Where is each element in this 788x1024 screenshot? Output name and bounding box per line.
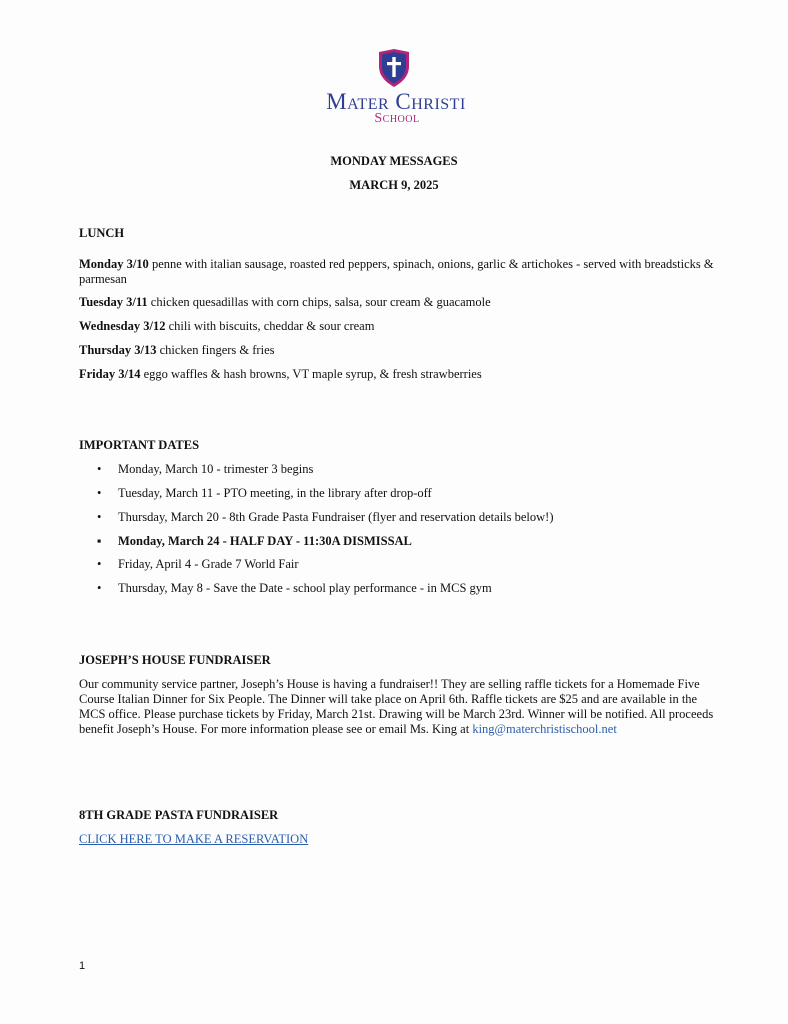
date-list-item [97, 510, 554, 525]
lunch-text: chicken fingers & fries [156, 343, 275, 357]
josephs-text: Our community service partner, Joseph’s House is having a fundraiser!! They are selling raffle tickets for a Homemade Five Course Italian Dinner for Six People. The Dinner will take place on April 6th. Raffle tickets are $25 and are available in the MCS office. Please purchase tickets by Friday, March 21st. Drawing will be March 23rd. Winner will be notified. All proceeds benefit Joseph’s House. For more information please see or email Ms. King at [79, 677, 714, 736]
josephs-body [79, 677, 719, 737]
lunch-item [79, 319, 719, 334]
bullet-icon: • [97, 581, 102, 595]
date-text: Friday, April 4 - Grade 7 World Fair [118, 557, 299, 571]
pasta-heading: 8TH GRADE PASTA FUNDRAISER [79, 808, 279, 822]
lunch-item [79, 257, 719, 287]
email-link[interactable]: king@materchristischool.net [472, 722, 617, 736]
josephs-heading: JOSEPH’S HOUSE FUNDRAISER [79, 653, 271, 667]
date-text: Thursday, March 20 - 8th Grade Pasta Fundraiser (flyer and reservation details below!) [118, 510, 554, 524]
lunch-text: chili with biscuits, cheddar & sour cream [165, 319, 375, 333]
logo-wordmark: Mater Christi [326, 89, 466, 114]
lunch-text: eggo waffles & hash browns, VT maple syrup, & fresh strawberries [140, 367, 482, 381]
page-date: MARCH 9, 2025 [349, 178, 439, 192]
date-text: Monday, March 24 - HALF DAY - 11:30A DISMISSAL [118, 534, 412, 548]
date-list-item [97, 462, 313, 477]
lunch-heading: LUNCH [79, 226, 125, 240]
bullet-icon: • [97, 462, 102, 476]
lunch-day: Tuesday 3/11 [79, 295, 148, 309]
lunch-day: Friday 3/14 [79, 367, 141, 381]
date-text: Monday, March 10 - trimester 3 begins [118, 462, 314, 476]
lunch-item [79, 343, 719, 358]
logo-subtitle: School [374, 111, 420, 126]
lunch-item [79, 367, 719, 382]
date-list-item [97, 557, 299, 572]
bullet-icon: • [97, 486, 102, 500]
date-text: Thursday, May 8 - Save the Date - school play performance - in MCS gym [118, 581, 492, 595]
pasta-link-row [79, 832, 719, 847]
bullet-icon: • [97, 557, 102, 571]
shield-cross-icon [376, 48, 412, 88]
dates-heading: IMPORTANT DATES [79, 438, 200, 452]
date-list-item [97, 534, 412, 549]
bullet-icon: ▪ [97, 534, 102, 548]
lunch-day: Thursday 3/13 [79, 343, 157, 357]
date-text: Tuesday, March 11 - PTO meeting, in the library after drop-off [118, 486, 432, 500]
page-title: MONDAY MESSAGES [330, 154, 458, 168]
school-logo [0, 48, 788, 126]
date-list-item [97, 486, 432, 501]
page-number: 1 [79, 960, 86, 972]
lunch-day: Monday 3/10 [79, 257, 149, 271]
lunch-text: penne with italian sausage, roasted red peppers, spinach, onions, garlic & artichokes - served with breadsticks & parmesan [79, 257, 714, 286]
lunch-day: Wednesday 3/12 [79, 319, 166, 333]
bullet-icon: • [97, 510, 102, 524]
lunch-item [79, 295, 719, 310]
reservation-link[interactable]: CLICK HERE TO MAKE A RESERVATION [79, 832, 309, 846]
date-list-item [97, 581, 492, 596]
lunch-text: chicken quesadillas with corn chips, salsa, sour cream & guacamole [147, 295, 491, 309]
